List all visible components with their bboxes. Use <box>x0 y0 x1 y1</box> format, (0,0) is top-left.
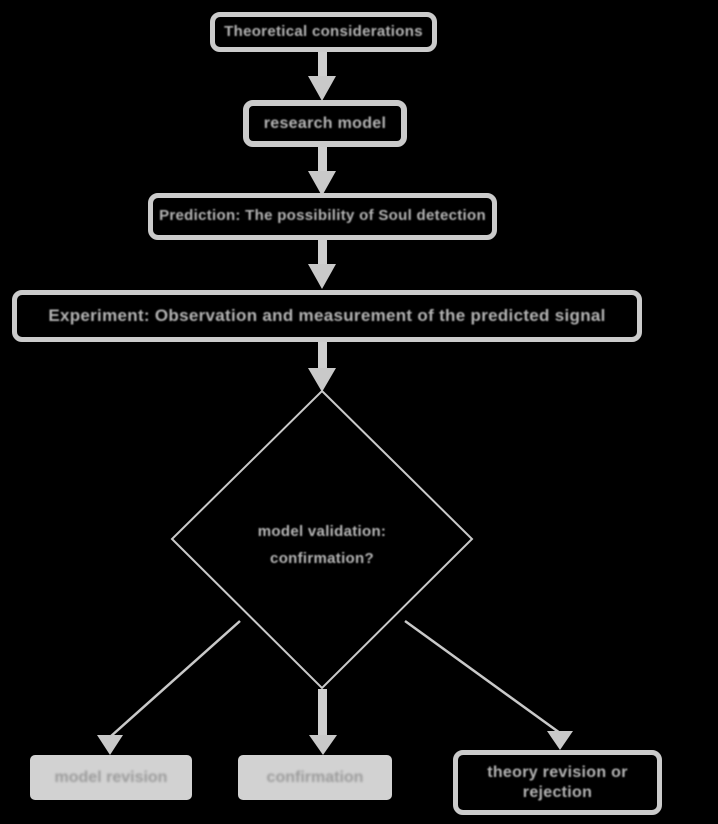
arrow-down-icon <box>97 735 123 755</box>
connector-line-4 <box>318 342 327 370</box>
connector-line-1 <box>318 52 327 79</box>
outcome-confirmation <box>238 755 392 800</box>
branch-line-middle <box>318 689 327 737</box>
node-label: research model <box>263 114 387 132</box>
node-experiment <box>12 290 642 342</box>
arrow-down-icon <box>308 368 336 392</box>
node-theoretical-considerations <box>210 12 437 52</box>
node-label: Theoretical considerations <box>224 22 423 40</box>
outcome-label-line2: rejection <box>522 783 593 801</box>
connector-line-3 <box>318 240 327 267</box>
branch-line-right <box>405 621 560 733</box>
arrow-down-icon <box>308 76 336 101</box>
outcome-label: model revision <box>54 768 168 786</box>
arrow-down-icon <box>308 264 336 289</box>
decision-label-line2: confirmation? <box>270 550 374 567</box>
node-research-model <box>243 100 407 147</box>
outcome-model-revision <box>30 755 192 800</box>
connector-line-2 <box>318 147 327 174</box>
arrow-down-icon <box>309 735 337 755</box>
branch-line-left <box>110 621 240 737</box>
node-label: Prediction: The possibility of Soul detection <box>159 207 486 225</box>
node-label: Experiment: Observation and measurement of the predicted signal <box>48 306 606 326</box>
decision-label <box>222 518 422 572</box>
node-prediction <box>148 193 497 240</box>
arrow-down-icon <box>547 731 573 750</box>
outcome-label-line1: theory revision or <box>487 763 628 781</box>
decision-label-line1: model validation: <box>257 523 387 540</box>
outcome-theory-revision <box>453 750 662 815</box>
outcome-label: confirmation <box>266 768 364 786</box>
